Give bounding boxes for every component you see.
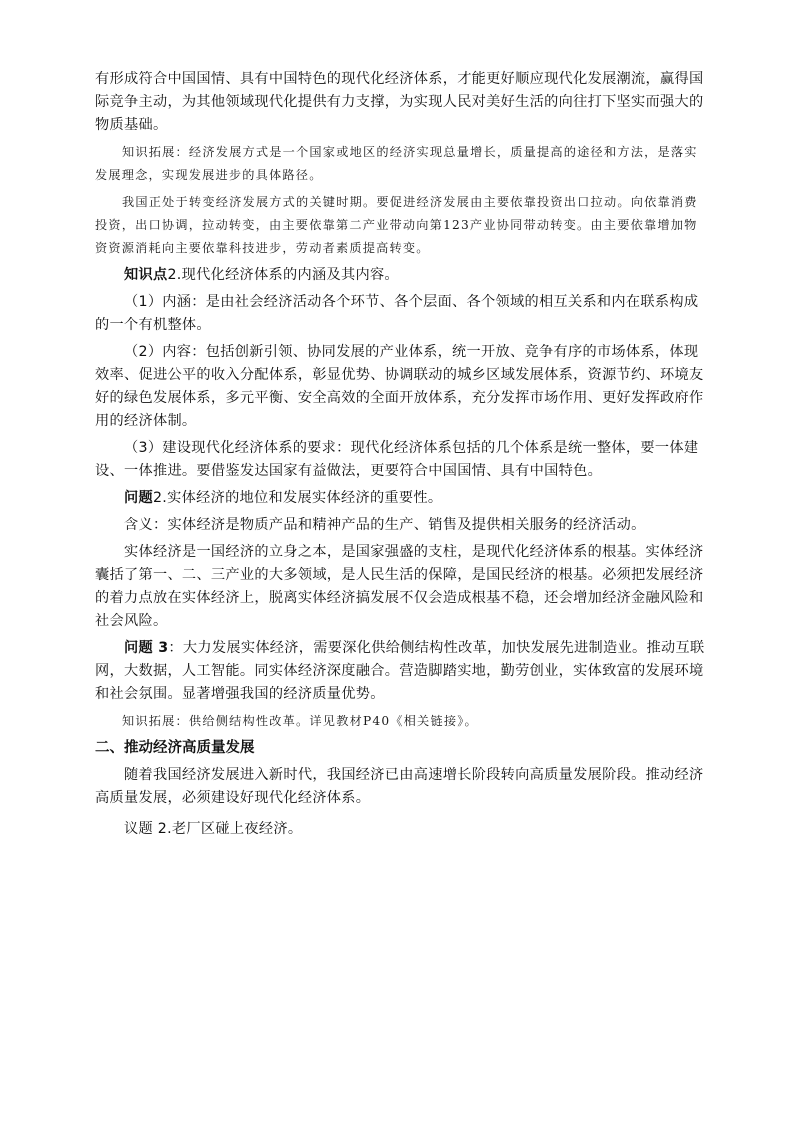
kp2-item-2: （2）内容：包括创新引领、协同发展的产业体系，统一开放、竞争有序的市场体系，体现效率、促进公平的收入分配体系，彰显优势、协调联动的城乡区域发展体系，资源节约、环境友好的绿色发展体系，多元平衡、安全高效的全面开放体系，充分发挥市场作用、更好发挥政府作用的经济体制。 (95, 344, 704, 429)
question-2-meaning: 含义：实体经济是物质产品和精神产品的生产、销售及提供相关服务的经济活动。 (124, 517, 646, 533)
question-3-text: ：大力发展实体经济，需要深化供给侧结构性改革，加快发展先进制造业。推动互联网，大数据，人工智能。同实体经济深度融合。营造脚踏实地，勤劳创业，实体致富的发展环境和社会氛围。显著增强我国的经济质量优势。 (95, 640, 705, 702)
question-text: 2.实体经济的地位和发展实体经济的重要性。 (152, 490, 443, 506)
paragraph-intro: 有形成符合中国国情、具有中国特色的现代化经济体系，才能更好顺应现代化发展潮流，赢得国际竞争主动，为其他领域现代化提供有力支撑，为实现人民对美好生活的向往打下坚实而强大的物质基础。 (95, 71, 704, 133)
knowledge-note-1: 知识拓展：经济发展方式是一个国家或地区的经济实现总量增长，质量提高的途径和方法，是落实发展理念，实现发展进步的具体路径。 (95, 145, 698, 182)
knowledge-note-3: 知识拓展：供给侧结构性改革。详见教材P40《相关链接》。 (122, 714, 478, 728)
kp2-item-1: （1）内涵：是由社会经济活动各个环节、各个层面、各个领域的相互关系和内在联系构成的一个有机整体。 (95, 294, 699, 333)
question-2-title (95, 487, 707, 510)
section-2-paragraph: 随着我国经济发展进入新时代，我国经济已由高速增长阶段转向高质量发展阶段。推动经济高质量发展，必须建设好现代化经济体系。 (95, 767, 704, 806)
document-page (95, 68, 707, 841)
knowledge-point-2-title (95, 264, 707, 287)
question-2-paragraph: 实体经济是一国经济的立身之本，是国家强盛的支柱，是现代化经济体系的根基。实体经济囊括了第一、二、三产业的大多领域，是人民生活的保障，是国民经济的根基。必须把发展经济的着力点放在实体经济上，脱离实体经济搞发展不仅会造成根基不稳，还会增加经济金融风险和社会风险。 (95, 544, 704, 629)
question-3-label: 问题 3 (124, 640, 169, 656)
section-2-heading: 二、推动经济高质量发展 (95, 740, 255, 756)
knowledge-point-text: 2.现代化经济体系的内涵及其内容。 (167, 267, 399, 283)
knowledge-note-2: 我国正处于转变经济发展方式的关键时期。要促进经济发展由主要依靠投资出口拉动。向依靠消费投资，出口协调，拉动转变，由主要依靠第二产业带动向第123产业协同带动转变。由主要依靠增加物资资源消耗向主要依靠科技进步，劳动者素质提高转变。 (95, 195, 698, 255)
question-label: 问题 (124, 490, 153, 506)
topic-2: 议题 2.老厂区碰上夜经济。 (124, 821, 303, 837)
knowledge-point-label: 知识点 (124, 267, 168, 283)
question-3 (95, 637, 707, 706)
kp2-item-3: （3）建设现代化经济体系的要求：现代化经济体系包括的几个体系是统一整体，要一体建设、一体推进。要借鉴发达国家有益做法，更要符合中国国情、具有中国特色。 (95, 440, 699, 479)
